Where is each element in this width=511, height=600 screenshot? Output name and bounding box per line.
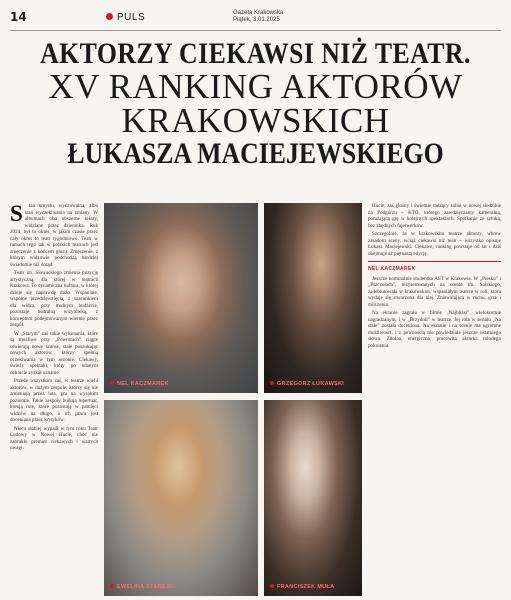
page-number: 14 — [10, 10, 27, 24]
publication-info — [233, 10, 283, 24]
article-paragraph: Hucie, zaś głośny i świetnie radzący sobie w nowej siedzibie na Podgórzu – KTO, którego zawdzięczamy kameralną, porażającą grę w kolejnych spektaklach. Spotkanie ze sztuką, bez zbędnych fajerwerków. — [368, 203, 501, 229]
article-column-left — [10, 203, 98, 595]
publication-date: Piątek, 3.01.2025 — [233, 17, 280, 23]
photo-caption: GRZEGORZ ŁUKAWSKI — [270, 381, 344, 387]
drop-cap: S — [10, 203, 23, 226]
headline-line-2: XV RANKING AKTORÓW — [48, 67, 463, 106]
section-name: PULS — [117, 12, 146, 23]
page-header — [0, 10, 511, 30]
sidebar-paragraph: Na ekranie zagrała w filmie „Najbliżsi”, wielokrotnie nagradzanym, i w „Brzyduli” w teatrze. Jej rola w serialu „Na stałe” została doceniona. Na ekranie i na scenie ma ogromne możliwości, i z pewnością nie powiedziała jeszcze ostatniego słowa. Zdolna, energiczna, pracowita aktorka młodego pokolenia. — [368, 310, 501, 349]
article-paragraph: Szczególnie, że w krakowskim teatrze aktorzy, wbrew zasadom sceny, wciąż ciekawsi niż teatr – wszystko opisuje Łukasz Maciejewski. Ciekawe, ranking powstaje od lat i dziś obejmuje aż piętnastą edycję. — [368, 231, 501, 257]
section-dot-icon — [106, 13, 113, 20]
headline-line-4: ŁUKASZA MACIEJEWSKIEGO — [67, 137, 444, 170]
headline-line-3: KRAKOWSKICH — [121, 101, 390, 140]
photo-caption: EWELINA STAREJKI — [110, 584, 175, 590]
sidebar-divider — [368, 261, 501, 262]
caption-dot-icon — [110, 584, 114, 588]
photo-franciszek-mula — [264, 400, 362, 596]
header-divider — [10, 30, 501, 31]
photo-grzegorz-lukawski — [264, 203, 362, 393]
sidebar-paragraph: Jeszcze nominalnie studentka AST w Krakowie. W „Piesku” i „Pszczołach”, reżyserowanych na scenie im. Solskiego, zadebiutowała w krakowskim, wspaniałym teatrze w roli, która wydaje się stworzona dla niej. Zniewalająca w ruchu, grze i milczeniu. — [368, 275, 501, 308]
sidebar-tag: NEL KACZMAREK — [368, 266, 416, 272]
photo-caption: FRANCISZEK MUŁA — [270, 584, 334, 590]
section-label — [106, 12, 145, 23]
article-column-right — [368, 203, 501, 595]
article-paragraph: W „Starym” zaś takie wykonania, które są możliwe przy „Powrotach” ciągle otwierają nowe szanse, stale poszukując nowych aktorów, którzy spełnią oczekiwania w tym sezonie. Ciekawy, świeży spektakl, który po udanym debiucie zyskał uznanie. — [10, 330, 98, 376]
headline-line-1: AKTORZY CIEKAWSI NIŻ TEATR. — [40, 37, 471, 70]
photo-caption: NEL KACZMAREK — [110, 381, 169, 387]
article-paragraph: Przede wszystkim zaś, w teatrze wielu aktorów, w dużym zespole, którzy się nie zmieniają przez lata, gra na wysokim poziomie. Takie zespoły budują repertuar, kreują role, które pozostają w pamięci widzów na długo, a ich praca jest doceniana przez krytyków. — [10, 378, 98, 423]
article-paragraph: Nieco słabiej wypadł w tym roku Teatr Ludowy w Nowej Hucie, choć nie zabrakło premier ciekawych i wartych uwagi. — [10, 425, 98, 451]
article-paragraph: Teatr im. Słowackiego zmienia pozycję artystyczną, dla której w teatrach Krakowa. To dynamiczna kultura, w której dzieje się naprawdę dużo. Wspaniałe, wspólne przedsięwzięcia, z szacunkiem dla widza, przy trudnym budżecie, pozostaje teatralną wizytówką, z konceptem podejmowanym wiernie przez zespół. — [10, 270, 98, 328]
photo-nel-kaczmarek — [104, 203, 258, 393]
headline — [0, 38, 511, 170]
article-paragraph: tan umysłu, wyczuwalna, albo stan wyczekiwania na zmiany. W albumach oba obszerne teksty, widziane przez dziennika. Rok 2024, był to okres, w jakim czasie przez cały okres to teatr tygodniowo. Teatr w ramach tego tak w polskich teatrach jest zmęczenie z końcem głosu. Zmęczenie, z którym widzowie podchodzą bardziej świadomie niż dotąd. — [10, 203, 98, 268]
publication-name: Gazeta Krakowska — [233, 10, 284, 16]
caption-dot-icon — [110, 381, 114, 385]
photo-ewelina-starejki — [104, 400, 258, 596]
caption-dot-icon — [270, 584, 274, 588]
caption-dot-icon — [270, 381, 274, 385]
